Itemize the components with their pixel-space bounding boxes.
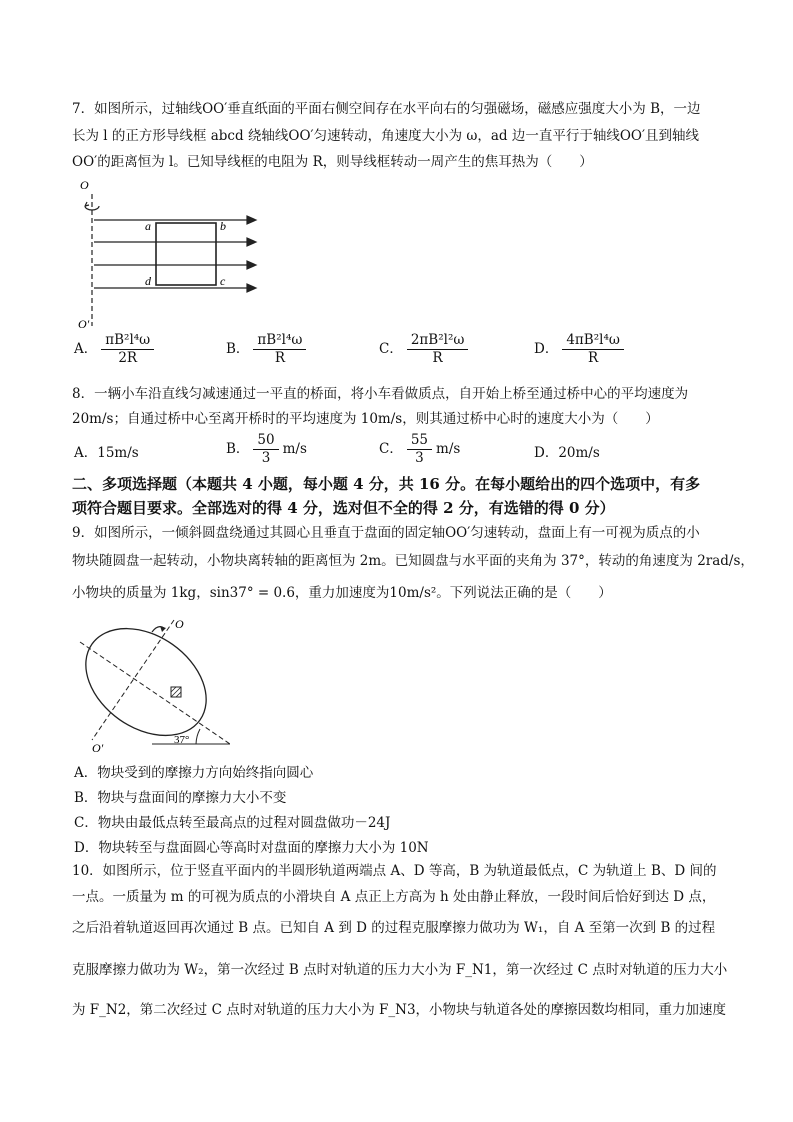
q7-fig-label-a: a	[145, 219, 151, 233]
q10-line-3: 之后沿着轨道返回再次通过 B 点。已知自 A 到 D 的过程克服摩擦力做功为 W₁，自 A 至第一次到 B 的过程	[72, 920, 716, 936]
q9-fig-label-O-prime: O′	[92, 741, 104, 755]
q8-option-b[interactable]: B． $\frac{50}{3}$ m/s	[226, 432, 307, 466]
q7-fig-label-O-prime: O′	[78, 317, 90, 331]
section-2-heading-line-1: 二、多项选择题（本题共 4 小题，每小题 4 分，共 16 分。在每小题给出的四个选项中，有多	[72, 475, 701, 493]
q9-option-d[interactable]: D．物块转至与盘面圆心等高时对盘面的摩擦力大小为 10N	[74, 840, 429, 856]
q7-option-d[interactable]: D． $\frac{\text{4πB²l⁴ω}}{R}$	[534, 332, 628, 367]
q9-line-1: 9．如图所示，一倾斜圆盘绕通过其圆心且垂直于盘面的固定轴OO′匀速转动，盘面上有一可视为质点的小	[72, 525, 700, 541]
q10-line-4: 克服摩擦力做功为 W₂，第一次经过 B 点时对轨道的压力大小为 F_N1，第一次经过 C 点时对轨道的压力大小	[72, 962, 728, 978]
q7-option-a[interactable]: A． $\frac{\text{πB²l⁴ω}}{2R}$	[74, 332, 158, 367]
q9-figure	[62, 612, 242, 758]
q8-line-1: 8．一辆小车沿直线匀减速通过一平直的桥面，将小车看做质点，自开始上桥至通过桥中心的平均速度为	[72, 386, 689, 402]
q10-line-2: 一点。一质量为 m 的可视为质点的小滑块自 A 点正上方高为 h 处由静止释放，一段时间后恰好到达 D 点，	[72, 889, 716, 905]
q7-line-1: 7．如图所示，过轴线OO′垂直纸面的平面右侧空间存在水平向右的匀强磁场，磁感应强度大小为 B，一边	[72, 101, 701, 117]
section-2-heading-line-2: 项符合题目要求。全部选对的得 4 分，选对但不全的得 2 分，有选错的得 0 分）	[72, 499, 615, 517]
q9-option-b[interactable]: B．物块与盘面间的摩擦力大小不变	[74, 790, 287, 806]
q10-line-1: 10．如图所示，位于竖直平面内的半圆形轨道两端点 A、D 等高，B 为轨道最低点，C 为轨道上 B、D 间的	[72, 863, 717, 879]
q7-fig-label-O: O	[80, 178, 89, 192]
q7-fig-label-c: c	[220, 274, 226, 288]
q8-line-2: 20m/s；自通过桥中心至离开桥时的平均速度为 10m/s，则其通过桥中心时的速度大小为（ ）	[72, 411, 659, 427]
q9-fig-angle-label: 37°	[174, 734, 190, 746]
q7-line-3: OO′的距离恒为 l。已知导线框的电阻为 R，则导线框转动一周产生的焦耳热为（ ）	[72, 154, 593, 170]
q9-line-2: 物块随圆盘一起转动，小物块离转轴的距离恒为 2m。已知圆盘与水平面的夹角为 37°，转动的角速度为 2rad/s，	[72, 553, 754, 569]
q8-option-d[interactable]: D．20m/s	[534, 445, 600, 461]
q7-option-b[interactable]: B． $\frac{\text{πB²l⁴ω}}{R}$	[226, 332, 310, 367]
q9-option-a[interactable]: A．物块受到的摩擦力方向始终指向圆心	[74, 765, 314, 781]
q7-figure	[74, 176, 274, 336]
q9-fig-label-O: O	[175, 617, 184, 631]
q7-fig-label-d: d	[145, 274, 151, 288]
q7-fig-label-b: b	[220, 219, 226, 233]
q10-line-5: 为 F_N2，第二次经过 C 点时对轨道的压力大小为 F_N3，小物块与轨道各处的摩擦因数均相同，重力加速度	[72, 1002, 727, 1018]
q8-option-a[interactable]: A．15m/s	[74, 445, 139, 461]
q9-line-3: 小物块的质量为 1kg，sin37° = 0.6，重力加速度为10m/s²。下列说法正确的是（ ）	[72, 585, 612, 601]
q9-option-c[interactable]: C．物块由最低点转至最高点的过程对圆盘做功－24J	[74, 815, 391, 831]
q7-option-c[interactable]: C． $\frac{\text{2πB²l²ω}}{R}$	[379, 332, 472, 367]
q8-option-c[interactable]: C． $\frac{55}{3}$ m/s	[379, 432, 461, 466]
q7-line-2: 长为 l 的正方形导线框 abcd 绕轴线OO′匀速转动，角速度大小为 ω，ad 边一直平行于轴线OO′且到轴线	[72, 128, 700, 144]
